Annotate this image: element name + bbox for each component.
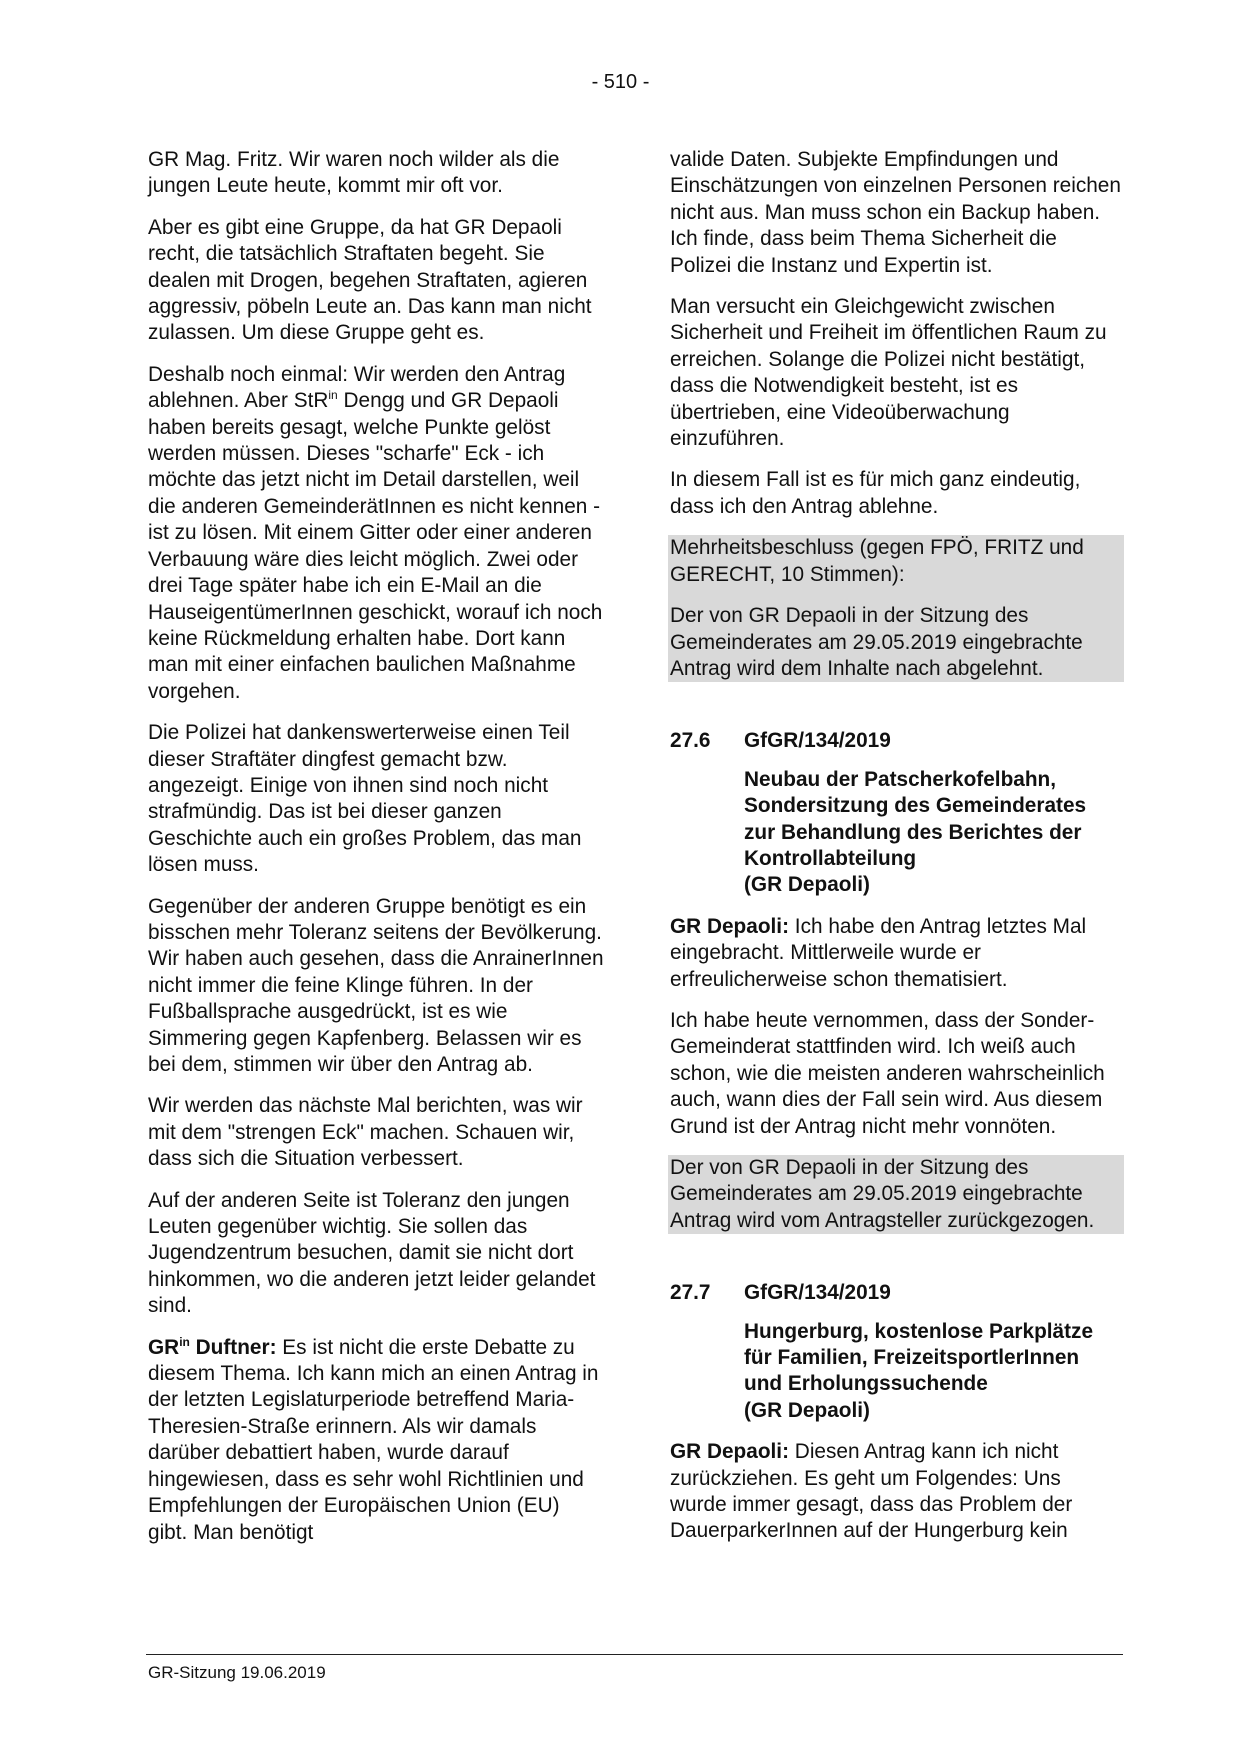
paragraph: Die Polizei hat dankenswerterweise einen Teil dieser Straftäter dingfest gemacht bzw. angezeigt. Einige von ihnen sind noch nicht strafmündig. Das ist bei dieser ganzen Geschichte auch ein großes Problem, das man lösen muss. <box>148 721 582 877</box>
agenda-heading: 27.7 GfGR/134/2019 <box>670 1281 891 1305</box>
agenda-item-27-6 <box>670 728 1122 1234</box>
right-column <box>670 147 1122 1560</box>
agenda-title: Hungerburg, kostenlose Parkplätze für Familien, FreizeitsportlerInnen und Erholungssuchende (GR Depaoli) <box>744 1319 1094 1422</box>
left-column <box>148 147 604 1561</box>
resolution-vote: Mehrheitsbeschluss (gegen FPÖ, FRITZ und GERECHT, 10 Stimmen): <box>668 535 1124 603</box>
paragraph: In diesem Fall ist es für mich ganz eindeutig, dass ich den Antrag ablehne. <box>670 468 1081 518</box>
resolution-text: Der von GR Depaoli in der Sitzung des Gemeinderates am 29.05.2019 eingebrachte Antrag wird vom Antragsteller zurückgezogen. <box>668 1155 1124 1234</box>
paragraph: Ich habe heute vernommen, dass der Sonder-Gemeinderat stattfinden wird. Ich weiß auch schon, wie die meisten anderen wahrscheinlich auch, wann dies der Fall sein wird. Aus diesem Grund ist der Antrag nicht mehr vonnöten. <box>670 1008 1105 1138</box>
paragraph: Gegenüber der anderen Gruppe benötigt es ein bisschen mehr Toleranz seitens der Bevölkerung. Wir haben auch gesehen, dass die AnrainerInnen nicht immer die feine Klinge führen. In der Fußballsprache ausgedrückt, ist es wie Simmering gegen Kapfenberg. Belassen wir es bei dem, stimmen wir über den Antrag ab. <box>148 894 604 1076</box>
paragraph: GR Mag. Fritz. Wir waren noch wilder als die jungen Leute heute, kommt mir oft vor. <box>148 148 560 198</box>
footer-divider <box>146 1654 1123 1655</box>
speaker-name: $GR^{in}$ Duftner: <box>148 1334 277 1359</box>
speaker-name: GR Depaoli: <box>670 1440 790 1464</box>
footer-session: GR-Sitzung 19.06.2019 <box>148 1663 326 1682</box>
agenda-item-27-7 <box>670 1280 1122 1545</box>
paragraph: Deshalb noch einmal: Wir werden den Antrag ablehnen. Aber StR$^{in}$ Dengg und GR Depaoli haben bereits gesagt, welche Punkte gelöst werden müssen. Dieses "scharfe" Eck - ich möchte das jetzt nicht im Detail darstellen, weil die anderen GemeinderätInnen es nicht kennen - ist zu lösen. Mit einem Gitter oder einer anderen Verbauung wäre dies leicht möglich. Zwei oder drei Tage später habe ich ein E-Mail an die HauseigentümerInnen geschickt, worauf ich noch keine Rückmeldung erhalten habe. Dort kann man mit einer einfachen baulichen Maßnahme vorgehen. <box>148 362 603 703</box>
agenda-heading: 27.6 GfGR/134/2019 <box>670 729 891 753</box>
speaker-name: GR Depaoli: <box>670 914 790 938</box>
resolution-text: Der von GR Depaoli in der Sitzung des Gemeinderates am 29.05.2019 eingebrachte Antrag wird dem Inhalte nach abgelehnt. <box>668 603 1124 682</box>
paragraph: $GR^{in}$ Duftner: Es ist nicht die erste Debatte zu diesem Thema. Ich kann mich an einen Antrag in der letzten Legislaturperiode betreffend Maria-Theresien-Straße erinnern. Als wir damals darüber debattiert haben, wurde darauf hingewiesen, dass es sehr wohl Richtlinien und Empfehlungen der Europäischen Union (EU) gibt. Man benötigt <box>148 1334 599 1544</box>
paragraph: Aber es gibt eine Gruppe, da hat GR Depaoli recht, die tatsächlich Straftaten begeht. Sie dealen mit Drogen, begehen Straftaten, agieren aggressiv, pöbeln Leute an. Das kann man nicht zulassen. Um diese Gruppe geht es. <box>148 215 592 345</box>
paragraph: GR Depaoli: Ich habe den Antrag letztes Mal eingebracht. Mittlerweile wurde er erfreulicherweise schon thematisiert. <box>670 914 1087 991</box>
paragraph: GR Depaoli: Diesen Antrag kann ich nicht zurückziehen. Es geht um Folgendes: Uns wurde immer gesagt, dass das Problem der DauerparkerInnen auf der Hungerburg kein <box>670 1440 1073 1543</box>
paragraph: Auf der anderen Seite ist Toleranz den jungen Leuten gegenüber wichtig. Sie sollen das Jugendzentrum besuchen, damit sie nicht dort hinkommen, wo die anderen jetzt leider gelandet sind. <box>148 1188 596 1318</box>
superscript: in <box>328 388 338 403</box>
agenda-title: Neubau der Patscherkofelbahn, Sondersitzung des Gemeinderates zur Behandlung des Berichtes der Kontrollabteilung (GR Depaoli) <box>744 767 1087 897</box>
paragraph: valide Daten. Subjekte Empfindungen und Einschätzungen von einzelnen Personen reichen nicht aus. Man muss schon ein Backup haben. Ich finde, dass beim Thema Sicherheit die Polizei die Instanz und Expertin ist. <box>670 148 1121 277</box>
paragraph: Wir werden das nächste Mal berichten, was wir mit dem "strengen Eck" machen. Schauen wir, dass sich die Situation verbessert. <box>148 1094 583 1171</box>
page-number: - 510 - <box>591 71 650 93</box>
paragraph: Man versucht ein Gleichgewicht zwischen Sicherheit und Freiheit im öffentlichen Raum zu erreichen. Solange die Polizei nicht bestätigt, dass die Notwendigkeit besteht, ist es übertrieben, eine Videoüberwachung einzuführen. <box>670 295 1107 451</box>
